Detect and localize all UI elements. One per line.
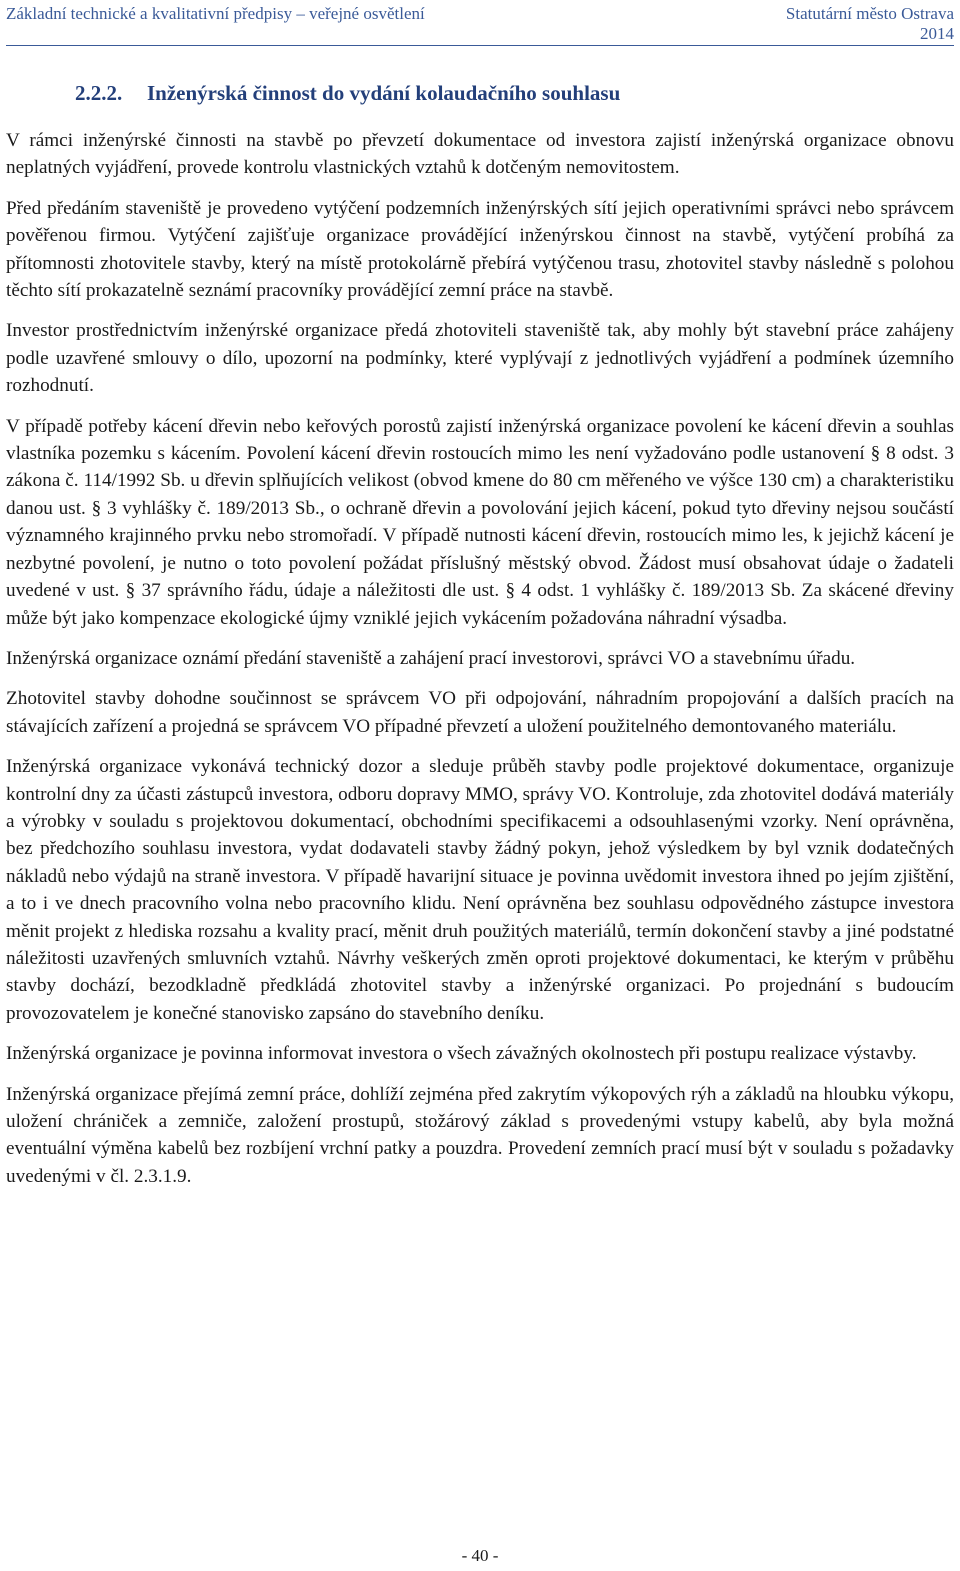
paragraph: V rámci inženýrské činnosti na stavbě po převzetí dokumentace od investora zajistí inženýrská organizace obnovu neplatných vyjádření, provede kontrolu vlastnických vztahů k dotčeným nemovitostem. (6, 130, 954, 179)
header-year: 2014 (920, 24, 954, 43)
paragraph: Inženýrská organizace oznámí předání staveniště a zahájení prací investorovi, správci VO a stavebnímu úřadu. (6, 647, 856, 669)
paragraph: Zhotovitel stavby dohodne součinnost se správcem VO při odpojování, náhradním propojování a dalších pracích na stávajících zařízení a projedná se správcem VO případné převzetí a uložení použitelného demontovaného materiálu. (6, 688, 954, 737)
paragraph: Inženýrská organizace přejímá zemní práce, dohlíží zejména před zakrytím výkopových rýh a základů na hloubku výkopu, uložení chrániček a zemniče, založení prostupů, stožárový základ s provedenými vstupy kabelů, aby byla možná eventuální výměna kabelů bez rozbíjení vrchní patky a pouzdra. Provedení zemních prací musí být v souladu s požadavky uvedenými v čl. 2.3.1.9. (6, 1083, 954, 1187)
section-number: 2.2.2. (75, 81, 123, 105)
document-body (6, 127, 954, 1203)
paragraph: Před předáním staveniště je provedeno vytýčení podzemních inženýrských sítí jejich operativními správci nebo správcem pověřenou firmou. Vytýčení zajišťuje organizace provádějící inženýrskou činnost na stavbě, vytýčení probíhá za přítomnosti zhotovitele stavby, který na místě protokolárně přebírá vytýčenou trasu, zhotovitel stavby následně s polohou těchto sítí prokazatelně seznámí pracovníky provádějící zemní práce na stavbě. (6, 197, 954, 302)
page-header (6, 4, 954, 44)
section-heading (75, 80, 620, 106)
paragraph: Investor prostřednictvím inženýrské organizace předá zhotoviteli staveniště tak, aby mohly být stavební práce zahájeny podle uzavřené smlouvy o dílo, upozorní na podmínky, které vyplývají z jednotlivých vyjádření a podmínek územního rozhodnutí. (6, 320, 954, 397)
header-divider (6, 45, 954, 46)
page-number: - 40 - (461, 1546, 499, 1565)
paragraph: V případě potřeby kácení dřevin nebo keřových porostů zajistí inženýrská organizace povolení ke kácení dřevin a souhlas vlastníka pozemku s kácením. Povolení kácení dřevin rostoucích mimo les není vyžadováno podle ustanovení § 8 odst. 3 zákona č. 114/1992 Sb. u dřevin splňujících velikost (obvod kmene do 80 cm měřeného ve výšce 130 cm) a charakteristiku danou ust. § 3 vyhlášky č. 189/2013 Sb., o ochraně dřevin a povolování jejich kácení, pokud tyto dřeviny nejsou součástí významného krajinného prvku nebo stromořadí. V případě nutnosti kácení dřevin, rostoucích mimo les, k jejichž kácení je nezbytné povolení, je nutno o toto povolení požádat příslušný městský obvod. Žádost musí obsahovat údaje o žadateli uvedené v ust. § 37 správního řádu, údaje a náležitosti dle ust. § 4 odst. 1 vyhlášky č. 189/2013 Sb. Za skácené dřeviny může být jako kompenzace ekologické újmy vzniklé jejich vykácením požadována náhradní výsadba. (6, 415, 954, 629)
header-title: Základní technické a kvalitativní předpisy – veřejné osvětlení (6, 4, 425, 23)
paragraph: Inženýrská organizace vykonává technický dozor a sleduje průběh stavby podle projektové dokumentace, organizuje kontrolní dny za účasti zástupců investora, odboru dopravy MMO, správy VO. Kontroluje, zda zhotovitel dodává materiály a výrobky v souladu s projektovou dokumentací, obchodními specifikacemi a odsouhlasenými vzorky. Není oprávněna, bez předchozího souhlasu investora, vydat dodavateli stavby žádný pokyn, jehož výsledkem by byl vznik dodatečných nákladů nebo výdajů na straně investora. V případě havarijní situace je povinna uvědomit investora ihned po jejím zjištění, a to i ve dnech pracovního volna nebo pracovního klidu. Není oprávněna bez souhlasu odpovědného zástupce investora měnit projekt z hlediska rozsahu a kvality prací, měnit druh použitých materiálů, termín dokončení stavby a jiné podstatné náležitosti uzavřených smluvních vztahů. Návrhy veškerých změn oproti projektové dokumentaci, ke kterým v průběhu stavby dochází, bezodkladně předkládá zhotovitel stavby a inženýrské organizaci. Po projednání s budoucím provozovatelem je konečné stanovisko zapsáno do stavebního deníku. (6, 756, 954, 1024)
header-right (786, 4, 954, 44)
paragraph: Inženýrská organizace je povinna informovat investora o všech závažných okolnostech při postupu realizace výstavby. (6, 1043, 917, 1065)
header-city: Statutární město Ostrava (785, 4, 954, 23)
section-title: Inženýrská činnost do vydání kolaudačního souhlasu (147, 81, 621, 105)
